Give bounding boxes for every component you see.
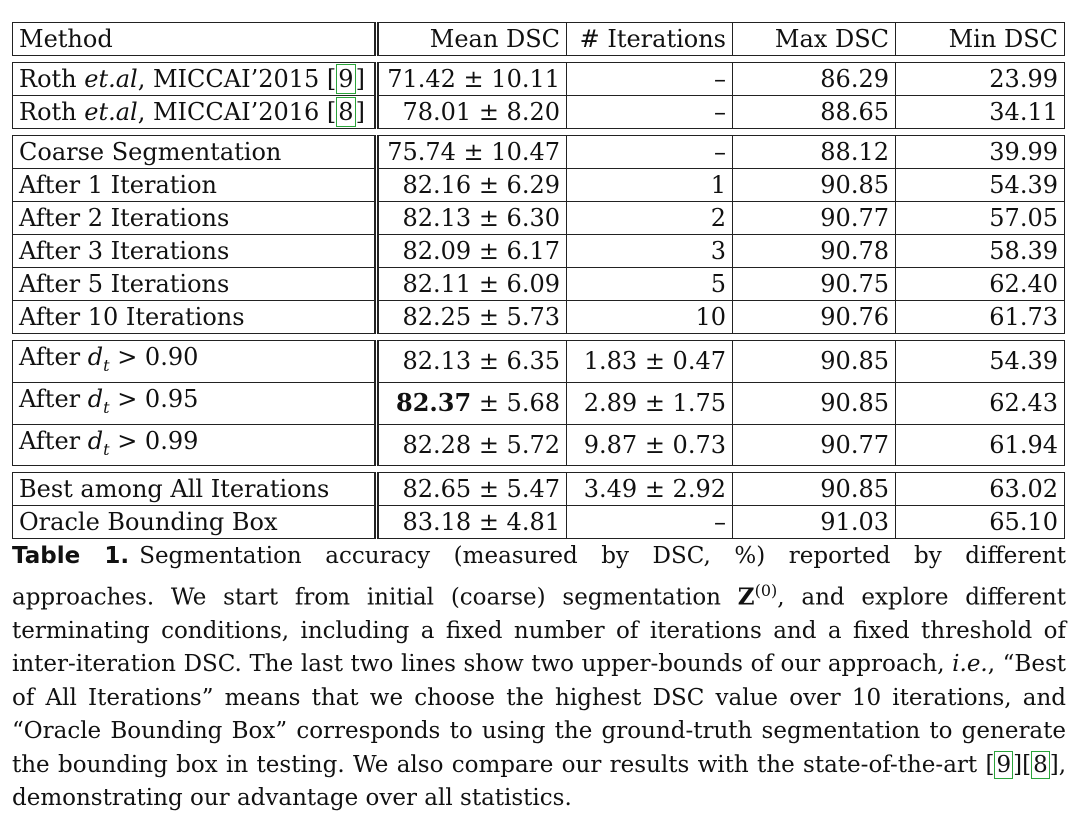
method-cell — [13, 341, 377, 383]
min-dsc-cell: 63.02 — [896, 473, 1065, 506]
method-cell: After 10 Iterations — [13, 301, 377, 334]
group-spacer — [13, 56, 1065, 63]
method-cell: After 3 Iterations — [13, 235, 377, 268]
max-dsc-cell: 88.12 — [733, 136, 896, 169]
method-subscript: t — [103, 397, 110, 417]
max-dsc-cell: 90.78 — [733, 235, 896, 268]
max-dsc-cell: 90.85 — [733, 341, 896, 383]
max-dsc-cell: 90.85 — [733, 473, 896, 506]
table-row — [13, 136, 1065, 169]
min-dsc-cell: 23.99 — [896, 63, 1065, 96]
min-dsc-cell: 58.39 — [896, 235, 1065, 268]
method-et-al: et.al — [84, 65, 138, 93]
min-dsc-cell: 54.39 — [896, 341, 1065, 383]
method-prefix: Roth — [19, 65, 85, 93]
method-cell: Coarse Segmentation — [13, 136, 377, 169]
mean-dsc-cell: 82.65 ± 5.47 — [377, 473, 567, 506]
table-row — [13, 96, 1065, 129]
max-dsc-cell: 90.77 — [733, 202, 896, 235]
caption-text-4: , demonstrating our advantage over all statistics. — [12, 751, 1066, 812]
caption-z-symbol: Z — [737, 583, 755, 611]
table-row — [13, 424, 1065, 466]
max-dsc-cell: 88.65 — [733, 96, 896, 129]
min-dsc-cell: 61.73 — [896, 301, 1065, 334]
citation-link[interactable]: 9 — [338, 65, 354, 93]
table-row — [13, 341, 1065, 383]
table-header-row — [13, 23, 1065, 56]
method-prefix: After — [19, 384, 88, 413]
min-dsc-cell: 61.94 — [896, 424, 1065, 466]
header-mean-dsc: Mean DSC — [377, 23, 567, 56]
header-iterations: # Iterations — [567, 23, 733, 56]
method-prefix: Roth — [19, 98, 85, 126]
iterations-cell: – — [567, 506, 733, 539]
min-dsc-cell: 65.10 — [896, 506, 1065, 539]
method-cell: After 5 Iterations — [13, 268, 377, 301]
min-dsc-cell: 62.40 — [896, 268, 1065, 301]
method-venue: , MICCAI’2016 — [137, 98, 327, 126]
caption-text-1: Segmentation accuracy (measured by DSC, %) reported by different approaches. We start from initial (coarse) segmentation — [12, 543, 1066, 611]
max-dsc-cell: 90.85 — [733, 169, 896, 202]
method-threshold: > 0.90 — [109, 343, 199, 371]
mean-dsc-std: ± 5.68 — [471, 389, 560, 418]
method-venue: , MICCAI’2015 — [137, 65, 327, 93]
iterations-cell: 1 — [567, 169, 733, 202]
mean-dsc-cell: 78.01 ± 8.20 — [377, 96, 567, 129]
caption-label: Table 1. — [12, 543, 130, 569]
method-cell: After 2 Iterations — [13, 202, 377, 235]
mean-dsc-cell: 82.13 ± 6.30 — [377, 202, 567, 235]
mean-dsc-cell: 82.11 ± 6.09 — [377, 268, 567, 301]
mean-dsc-cell: 75.74 ± 10.47 — [377, 136, 567, 169]
method-subscript: t — [103, 439, 110, 459]
method-symbol: d — [87, 426, 104, 455]
max-dsc-cell: 86.29 — [733, 63, 896, 96]
method-cell — [13, 382, 377, 424]
header-max-dsc: Max DSC — [733, 23, 896, 56]
method-threshold: > 0.95 — [109, 384, 199, 413]
table-row — [13, 382, 1065, 424]
table-row — [13, 235, 1065, 268]
caption-citation-link[interactable]: 8 — [1033, 751, 1048, 778]
table-row — [13, 473, 1065, 506]
mean-dsc-cell — [377, 382, 567, 424]
max-dsc-cell: 90.77 — [733, 424, 896, 466]
results-table — [12, 22, 1065, 539]
iterations-cell: 10 — [567, 301, 733, 334]
max-dsc-cell: 90.76 — [733, 301, 896, 334]
method-cell: Roth et.al, MICCAI’2015 [9] — [13, 63, 377, 96]
method-cell — [13, 424, 377, 466]
iterations-cell: 2.89 ± 1.75 — [567, 382, 733, 424]
min-dsc-cell: 54.39 — [896, 169, 1065, 202]
method-threshold: > 0.99 — [109, 426, 199, 455]
caption-z-superscript: (0) — [754, 580, 778, 600]
caption-text-3: , “Best of All Iterations” means that we choose the highest DSC value over 10 iterations, and “Oracle Bounding Box” corresponds to using the ground-truth segmentation to generate the bounding box in testing. We also compare our results with the state-of-the-art — [12, 651, 1066, 778]
mean-dsc-cell: 83.18 ± 4.81 — [377, 506, 567, 539]
iterations-cell: – — [567, 136, 733, 169]
method-cell: After 1 Iteration — [13, 169, 377, 202]
mean-dsc-cell: 82.13 ± 6.35 — [377, 341, 567, 383]
table-caption: Table 1. Segmentation accuracy (measured by DSC, %) reported by different approaches. We start from initial (coarse) segmentation $Z^{(0)}$, and explore different terminating conditions, including a fixed number of iterations and a fixed threshold of inter-iteration DSC. The last two lines show two upper-bounds of our approach, i.e., “Best of All Iterations” means that we choose the highest DSC value over 10 iterations, and “Oracle Bounding Box” corresponds to using the ground-truth segmentation to generate the bounding box in testing. We also compare our results with the state-of-the-art [9][8], demonstrating our advantage over all statistics. — [12, 543, 1066, 812]
table-row — [13, 202, 1065, 235]
method-et-al: et.al — [84, 98, 138, 126]
caption-text-2: , and explore different terminating conditions, including a fixed number of iterations and a fixed threshold of inter-iteration DSC. The last two lines show two upper-bounds of our approach, — [12, 584, 1066, 678]
method-cell: Best among All Iterations — [13, 473, 377, 506]
method-symbol: d — [87, 384, 104, 413]
table-body — [13, 56, 1065, 539]
mean-dsc-cell: 82.16 ± 6.29 — [377, 169, 567, 202]
min-dsc-cell: 39.99 — [896, 136, 1065, 169]
iterations-cell: 1.83 ± 0.47 — [567, 341, 733, 383]
method-subscript: t — [103, 355, 110, 375]
iterations-cell: – — [567, 63, 733, 96]
method-cell: Roth et.al, MICCAI’2016 [8] — [13, 96, 377, 129]
mean-dsc-best: 82.37 — [396, 388, 472, 418]
min-dsc-cell: 34.11 — [896, 96, 1065, 129]
mean-dsc-cell: 82.28 ± 5.72 — [377, 424, 567, 466]
caption-citation-link[interactable]: 9 — [996, 751, 1012, 778]
group-spacer — [13, 466, 1065, 473]
mean-dsc-cell: 82.09 ± 6.17 — [377, 235, 567, 268]
max-dsc-cell: 91.03 — [733, 506, 896, 539]
max-dsc-cell: 90.75 — [733, 268, 896, 301]
iterations-cell: – — [567, 96, 733, 129]
table-row — [13, 268, 1065, 301]
iterations-cell: 5 — [567, 268, 733, 301]
table-row — [13, 169, 1065, 202]
table-row — [13, 506, 1065, 539]
method-prefix: After — [19, 343, 88, 371]
mean-dsc-cell: 71.42 ± 10.11 — [377, 63, 567, 96]
min-dsc-cell: 57.05 — [896, 202, 1065, 235]
method-prefix: After — [19, 426, 88, 455]
table-row — [13, 63, 1065, 96]
header-method: Method — [13, 23, 377, 56]
header-min-dsc: Min DSC — [896, 23, 1065, 56]
table-row — [13, 301, 1065, 334]
iterations-cell: 3 — [567, 235, 733, 268]
mean-dsc-cell: 82.25 ± 5.73 — [377, 301, 567, 334]
group-spacer — [13, 129, 1065, 136]
citation-link[interactable]: 8 — [338, 98, 354, 126]
iterations-cell: 3.49 ± 2.92 — [567, 473, 733, 506]
method-symbol: d — [87, 343, 104, 371]
max-dsc-cell: 90.85 — [733, 382, 896, 424]
iterations-cell: 9.87 ± 0.73 — [567, 424, 733, 466]
results-table-container — [12, 22, 1064, 539]
method-cell: Oracle Bounding Box — [13, 506, 377, 539]
caption-ie: i.e. — [952, 651, 988, 678]
group-spacer — [13, 334, 1065, 341]
iterations-cell: 2 — [567, 202, 733, 235]
min-dsc-cell: 62.43 — [896, 382, 1065, 424]
